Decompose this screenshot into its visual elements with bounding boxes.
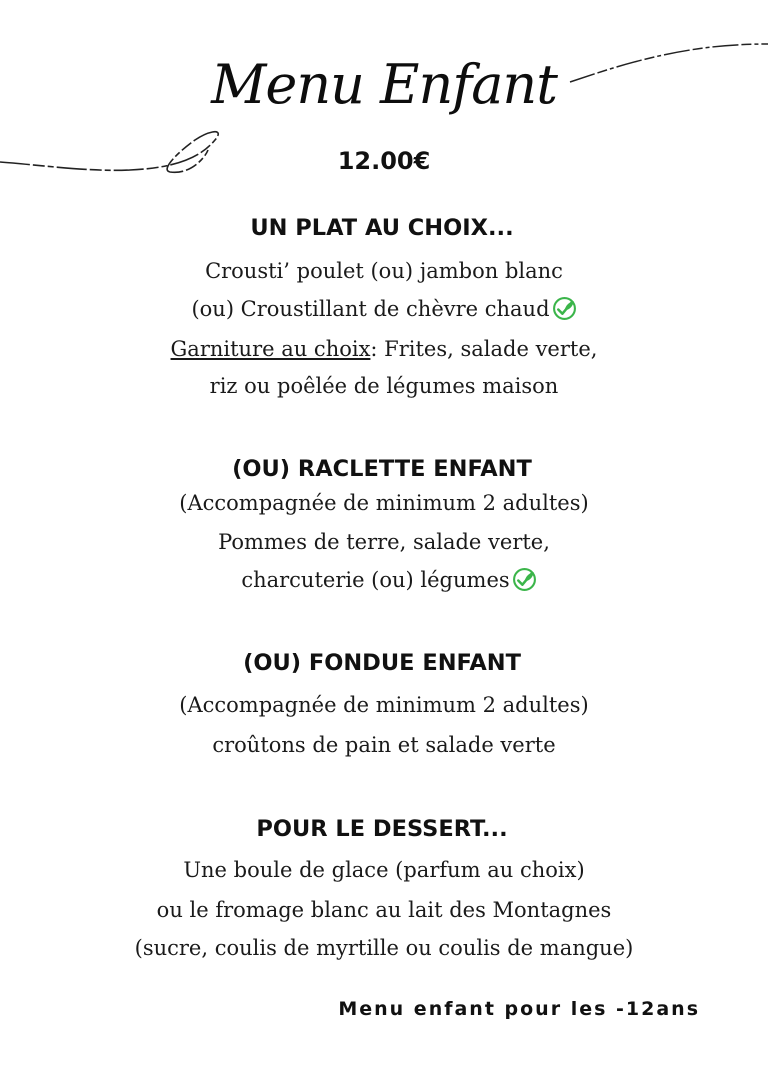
- menu-title: Menu Enfant: [211, 53, 557, 116]
- garniture-options: : Frites, salade verte,: [370, 337, 598, 361]
- plat-line-2-text: (ou) Croustillant de chèvre chaud: [191, 297, 550, 321]
- dessert-line-2: ou le fromage blanc au lait des Montagnes: [156, 898, 612, 922]
- fondue-line-1: (Accompagnée de minimum 2 adultes): [179, 693, 589, 717]
- plat-garniture-line: [0, 336, 768, 362]
- plat-line-2: [0, 296, 768, 322]
- leaf-check-icon: [512, 567, 537, 592]
- dessert-line-1: Une boule de glace (parfum au choix): [183, 858, 585, 882]
- section-title-plat: UN PLAT AU CHOIX...: [250, 215, 514, 241]
- fondue-line-2: croûtons de pain et salade verte: [212, 733, 556, 757]
- plat-line-4: riz ou poêlée de légumes maison: [209, 374, 559, 398]
- section-title-fondue: (OU) FONDUE ENFANT: [243, 650, 521, 676]
- garniture-label: Garniture au choix: [170, 337, 371, 361]
- footer-age-note: Menu enfant pour les -12ans: [338, 998, 700, 1020]
- raclette-line-1: (Accompagnée de minimum 2 adultes): [179, 491, 589, 515]
- section-title-dessert: POUR LE DESSERT...: [256, 816, 508, 842]
- dessert-line-3: (sucre, coulis de myrtille ou coulis de mangue): [134, 936, 634, 960]
- section-title-raclette: (OU) RACLETTE ENFANT: [232, 456, 532, 482]
- raclette-line-2: Pommes de terre, salade verte,: [218, 530, 550, 554]
- raclette-line-3: [0, 567, 768, 593]
- leaf-check-icon: [552, 296, 577, 321]
- plat-line-1: Crousti’ poulet (ou) jambon blanc: [205, 259, 563, 283]
- raclette-line-3-text: charcuterie (ou) légumes: [241, 568, 510, 592]
- menu-price: 12.00€: [337, 147, 431, 175]
